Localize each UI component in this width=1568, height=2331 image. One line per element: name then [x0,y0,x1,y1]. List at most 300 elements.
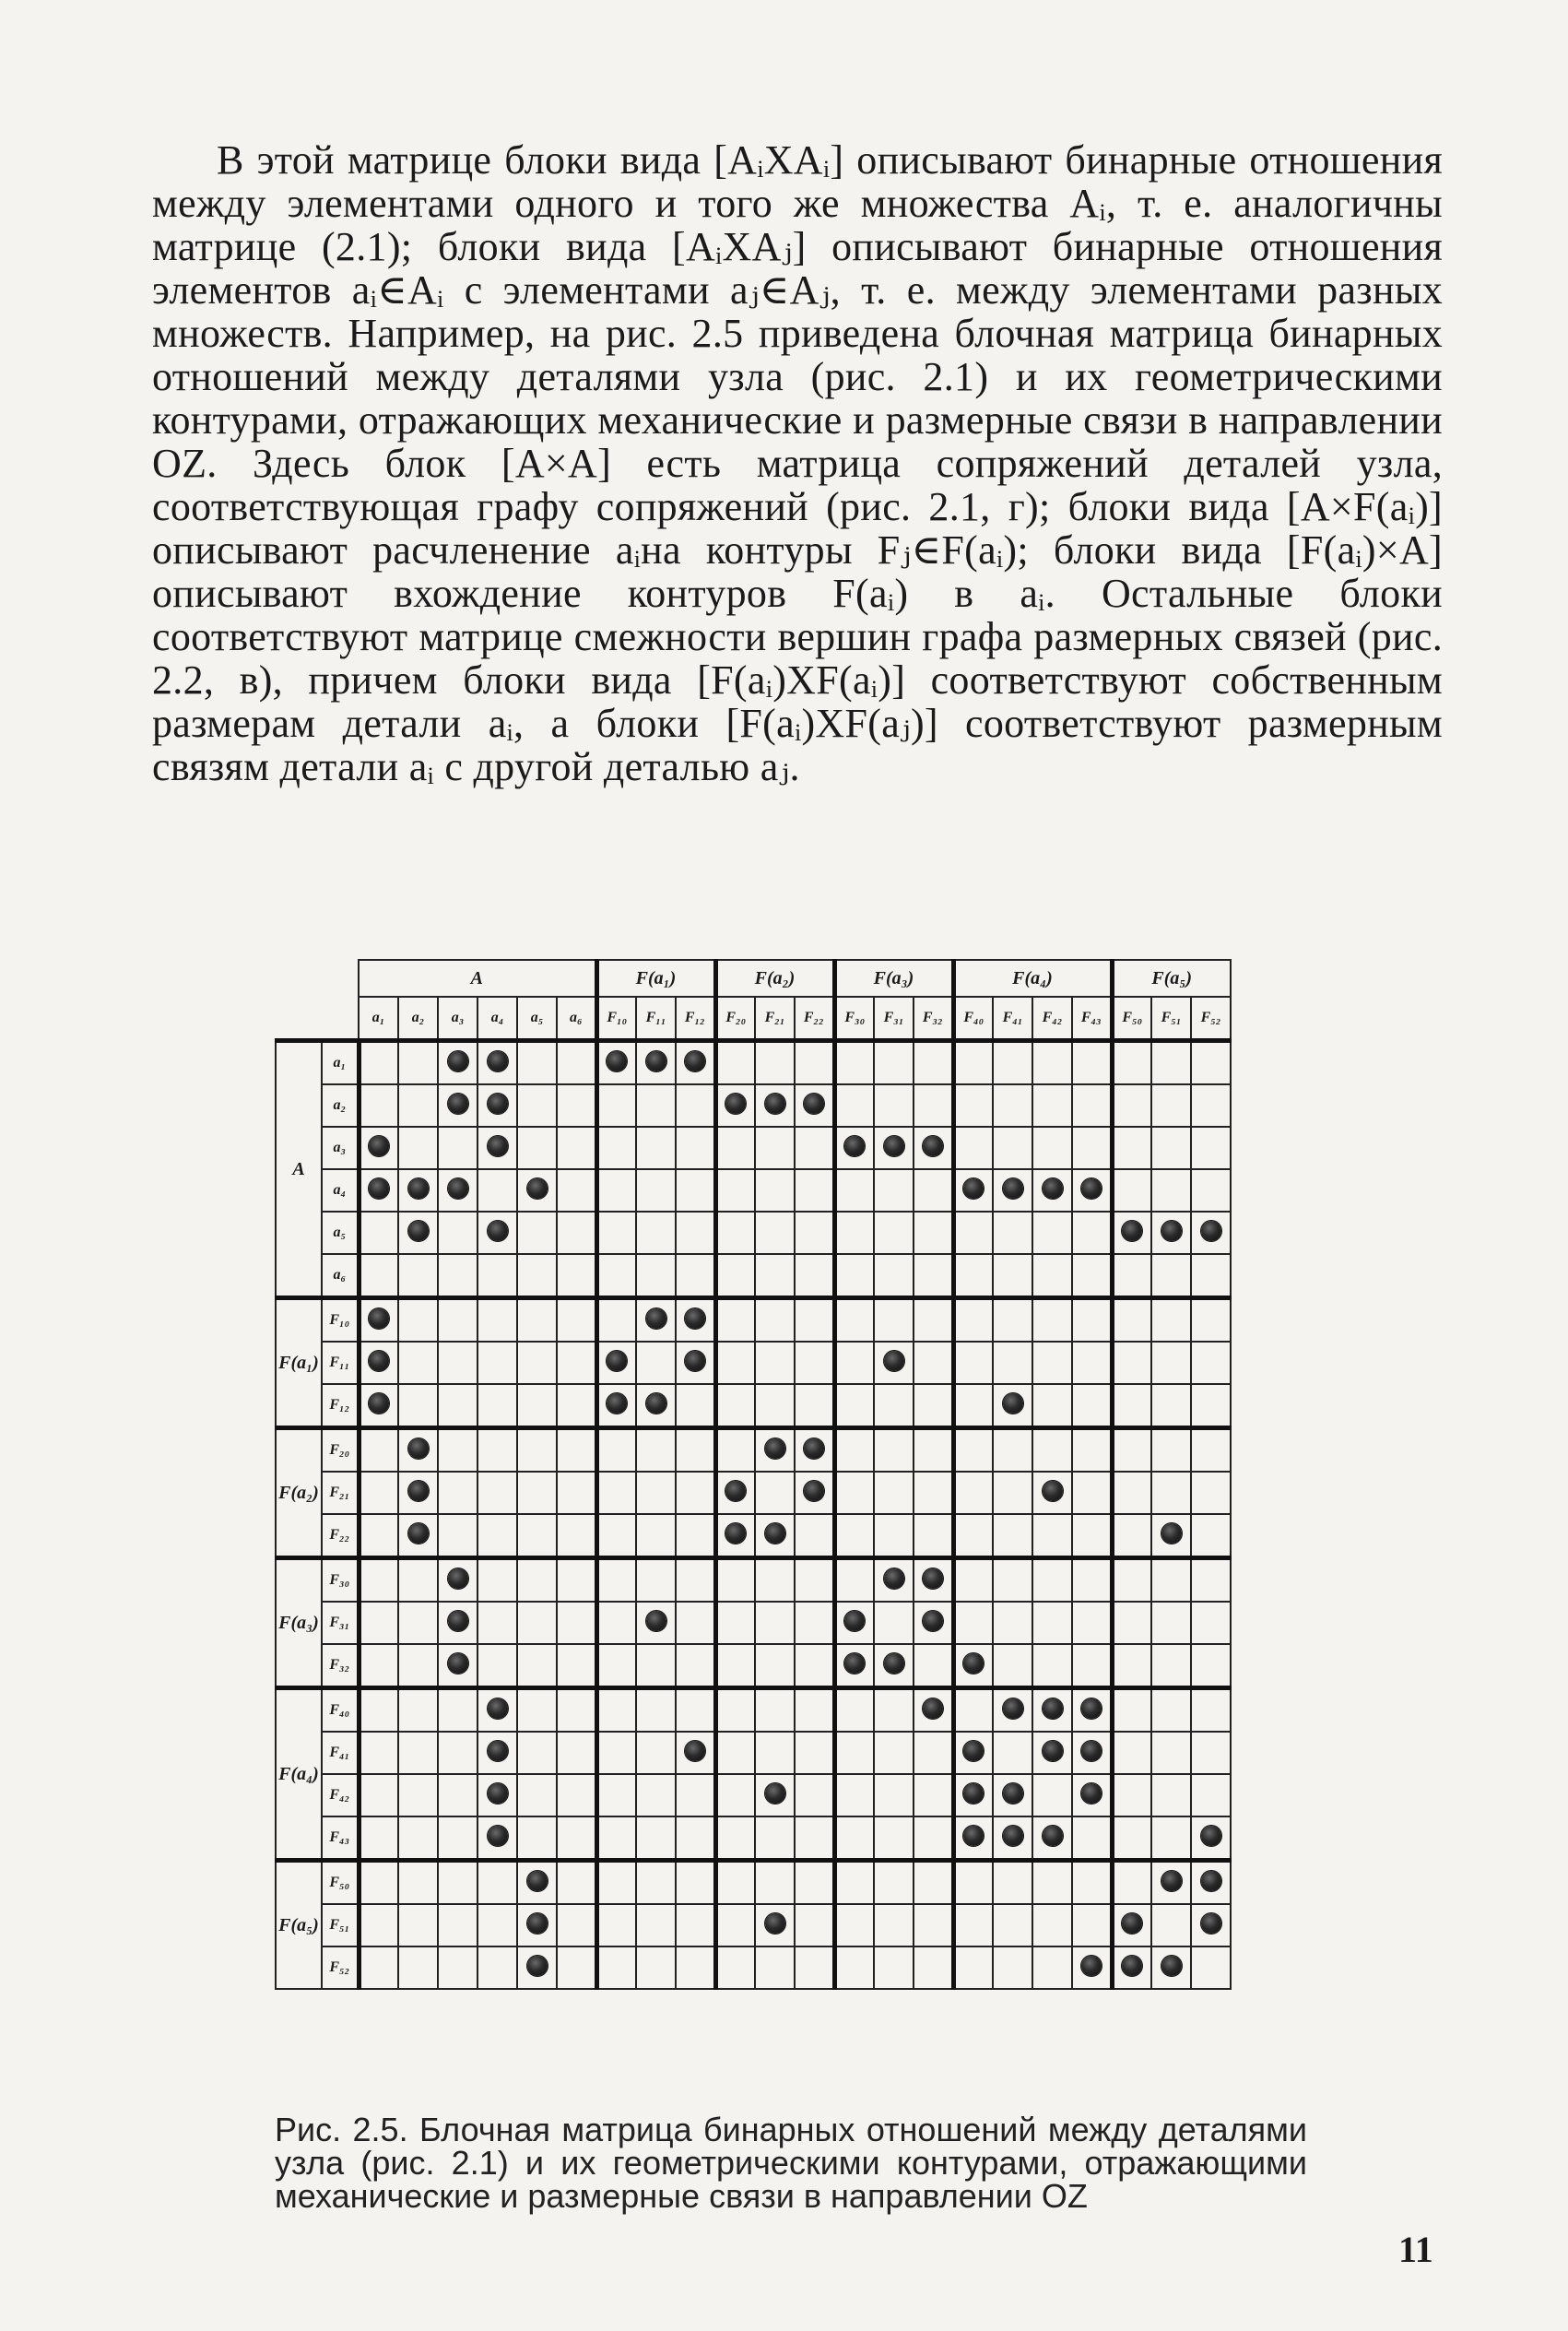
matrix-cell [834,1384,874,1428]
matrix-cell [359,1472,398,1514]
matrix-cell [438,1558,477,1603]
relation-dot-icon [488,1136,508,1156]
relation-dot-icon [369,1393,389,1414]
matrix-cell [953,1084,993,1127]
relation-dot-icon [765,1913,785,1934]
matrix-cell [795,1298,834,1343]
relation-dot-icon [448,1653,468,1674]
relation-dot-icon [488,1741,508,1761]
matrix-cell [676,1428,715,1473]
matrix-cell [359,1732,398,1774]
matrix-cell [874,1688,914,1733]
relation-dot-icon [1201,1221,1221,1241]
matrix-cell [438,1169,477,1212]
matrix-cell [1151,1558,1191,1603]
matrix-column-label: a₂ [398,997,438,1041]
matrix-cell [1151,1861,1191,1905]
matrix-cell [993,1861,1032,1905]
matrix-cell [676,1816,715,1861]
relation-dot-icon [1003,1783,1023,1804]
matrix-cell [755,1212,795,1254]
matrix-cell [755,1298,795,1343]
matrix-cell [517,1342,557,1384]
body-text [152,138,1443,788]
matrix-cell [914,1816,953,1861]
matrix-cell [1032,1904,1072,1946]
matrix-cell [1191,1732,1231,1774]
matrix-cell [834,1169,874,1212]
matrix-cell [755,1342,795,1384]
relation-dot-icon [884,1136,904,1156]
matrix-cell [953,1127,993,1169]
matrix-cell [477,1514,517,1558]
matrix-cell [1191,1342,1231,1384]
matrix-cell [359,1688,398,1733]
matrix-cell [874,1428,914,1473]
matrix-cell [715,1816,755,1861]
matrix-cell [557,1127,596,1169]
matrix-row [276,1428,1231,1473]
matrix-cell [993,1816,1032,1861]
matrix-row-group-label: F(a₂) [276,1428,322,1558]
relation-dot-icon [607,1051,627,1071]
matrix-cell [1151,1041,1191,1085]
matrix-cell [359,1904,398,1946]
matrix-cell [398,1861,438,1905]
matrix-cell [755,1384,795,1428]
matrix-cell [676,1861,715,1905]
matrix-cell [636,1084,676,1127]
matrix-cell [953,1732,993,1774]
matrix-cell [874,1127,914,1169]
relation-dot-icon [408,1523,429,1544]
matrix-cell [755,1428,795,1473]
matrix-cell [1032,1602,1072,1644]
relation-dot-icon [646,1308,666,1329]
matrix-cell [636,1342,676,1384]
matrix-cell [596,1558,636,1603]
matrix-cell [676,1946,715,1989]
relation-dot-icon [685,1051,705,1071]
matrix-cell [1151,1644,1191,1688]
matrix-cell [557,1946,596,1989]
matrix-cell [834,1861,874,1905]
relation-dot-icon [408,1481,429,1501]
matrix-row-label: F₄₀ [322,1688,359,1733]
matrix-cell [557,1169,596,1212]
page-number: 11 [1398,2229,1433,2270]
matrix-cell [1072,1212,1112,1254]
matrix-cell [795,1732,834,1774]
matrix-cell [596,1732,636,1774]
matrix-cell [398,1127,438,1169]
matrix-cell [1191,1861,1231,1905]
matrix-cell [993,1254,1032,1298]
matrix-cell [993,1732,1032,1774]
matrix-cell [636,1774,676,1816]
matrix-row-group-label: F(a₁) [276,1298,322,1428]
matrix-cell [914,1084,953,1127]
matrix-cell [914,1514,953,1558]
relation-dot-icon [1003,1178,1023,1199]
matrix-cell [517,1946,557,1989]
matrix-cell [953,1774,993,1816]
matrix-cell [795,1861,834,1905]
matrix-row [276,1861,1231,1905]
matrix-cell [795,1472,834,1514]
matrix-cell [517,1254,557,1298]
matrix-cell [438,1384,477,1428]
matrix-cell [438,1472,477,1514]
matrix-cell [517,1732,557,1774]
matrix-cell [398,1298,438,1343]
matrix-cell [715,1558,755,1603]
relation-dot-icon [1043,1826,1063,1846]
matrix-cell [676,1688,715,1733]
matrix-cell [953,1254,993,1298]
matrix-cell [1191,1169,1231,1212]
matrix-row [276,1732,1231,1774]
matrix-cell [596,1212,636,1254]
matrix-column-label: F₄₀ [953,997,993,1041]
matrix-row-group-label: F(a₅) [276,1861,322,1990]
binary-relation-matrix [275,959,1232,1990]
matrix-cell [1191,1514,1231,1558]
matrix-column-label: a₄ [477,997,517,1041]
relation-dot-icon [844,1136,865,1156]
relation-dot-icon [1081,1741,1102,1761]
matrix-row-group-label: F(a₃) [276,1558,322,1688]
matrix-column-label: a₃ [438,997,477,1041]
matrix-row-label: F₁₂ [322,1384,359,1428]
matrix-cell [636,1041,676,1085]
figure-caption [275,2113,1307,2213]
matrix-cell [359,1816,398,1861]
matrix-cell [557,1342,596,1384]
matrix-row [276,1514,1231,1558]
matrix-cell [557,1041,596,1085]
matrix-cell [596,1946,636,1989]
matrix-cell [676,1514,715,1558]
matrix-cell [993,1169,1032,1212]
matrix-cell [993,1041,1032,1085]
matrix-cell [1032,1169,1072,1212]
matrix-cell [557,1472,596,1514]
matrix-cell [557,1816,596,1861]
matrix-cell [398,1774,438,1816]
matrix-row-label: F₂₀ [322,1428,359,1473]
relation-dot-icon [488,1826,508,1846]
matrix-cell [517,1816,557,1861]
matrix-cell [993,1084,1032,1127]
matrix-cell [398,1644,438,1688]
matrix-cell [557,1298,596,1343]
matrix-cell [1072,1688,1112,1733]
matrix-cell [993,1384,1032,1428]
matrix-cell [676,1342,715,1384]
matrix-cell [557,1602,596,1644]
matrix-cell [1191,1428,1231,1473]
matrix-cell [1072,1084,1112,1127]
matrix-cell [795,1514,834,1558]
relation-dot-icon [1201,1826,1221,1846]
matrix-group-label: F(a₃) [834,960,953,997]
matrix-cell [517,1428,557,1473]
matrix-cell [636,1514,676,1558]
relation-dot-icon [923,1568,943,1589]
matrix-row-label: F₃₂ [322,1644,359,1688]
matrix-cell [1072,1428,1112,1473]
matrix-cell [1112,1169,1151,1212]
matrix-cell [596,1904,636,1946]
matrix-cell [398,1169,438,1212]
matrix-cell [676,1384,715,1428]
matrix-cell [438,1774,477,1816]
relation-dot-icon [488,1783,508,1804]
caption-text: Рис. 2.5. Блочная матрица бинарных отношений между деталями узла (рис. 2.1) и их геометрическими контурами, отражающими механические и размерные связи в направлении OZ [275,2111,1307,2215]
matrix-cell [557,1212,596,1254]
matrix-cell [359,1342,398,1384]
matrix-cell [715,1472,755,1514]
matrix-cell [1112,1428,1151,1473]
matrix-cell [874,1169,914,1212]
matrix-cell [795,1169,834,1212]
matrix-cell [715,1127,755,1169]
matrix-cell [1032,1558,1072,1603]
matrix-cell [834,1472,874,1514]
matrix-column-label: F₄₂ [1032,997,1072,1041]
matrix-cell [1072,1041,1112,1085]
matrix-cell [477,1558,517,1603]
relation-dot-icon [725,1523,746,1544]
matrix-cell [834,1688,874,1733]
matrix-cell [1151,1127,1191,1169]
matrix-cell [874,1514,914,1558]
matrix-cell [557,1644,596,1688]
matrix-cell [596,1514,636,1558]
matrix-row-label: F₅₁ [322,1904,359,1946]
matrix-cell [874,1084,914,1127]
matrix-cell [715,1861,755,1905]
relation-dot-icon [369,1178,389,1199]
matrix-cell [1032,1732,1072,1774]
matrix-cell [795,1084,834,1127]
matrix-cell [874,1298,914,1343]
matrix-row-label: F₃₀ [322,1558,359,1603]
matrix-cell [359,1169,398,1212]
relation-dot-icon [765,1783,785,1804]
matrix-cell [914,1428,953,1473]
matrix-cell [596,1169,636,1212]
matrix-cell [874,1384,914,1428]
matrix-cell [517,1688,557,1733]
matrix-cell [359,1212,398,1254]
relation-dot-icon [1122,1956,1142,1976]
matrix-cell [1112,1732,1151,1774]
matrix-corner [276,960,359,1041]
matrix-cell [398,1514,438,1558]
matrix-cell [1032,1816,1072,1861]
matrix-cell [1191,1644,1231,1688]
matrix-group-label: A [359,960,596,997]
matrix-cell [438,1904,477,1946]
matrix-cell [477,1644,517,1688]
matrix-cell [795,1644,834,1688]
matrix-cell [359,1041,398,1085]
relation-dot-icon [488,1094,508,1114]
matrix-cell [795,1602,834,1644]
matrix-cell [715,1254,755,1298]
matrix-row [276,1384,1231,1428]
relation-dot-icon [1081,1956,1102,1976]
matrix-row [276,1644,1231,1688]
matrix-cell [715,1946,755,1989]
matrix-cell [874,1602,914,1644]
relation-dot-icon [884,1351,904,1371]
matrix-cell [715,1688,755,1733]
matrix-cell [636,1732,676,1774]
matrix-row [276,1816,1231,1861]
matrix-cell [1032,1946,1072,1989]
matrix-cell [1191,1298,1231,1343]
matrix-cell [834,1558,874,1603]
matrix-cell [1072,1514,1112,1558]
relation-dot-icon [527,1956,548,1976]
matrix-cell [795,1342,834,1384]
relation-dot-icon [844,1611,865,1631]
matrix-cell [359,1428,398,1473]
matrix-cell [676,1254,715,1298]
matrix-cell [795,1688,834,1733]
relation-dot-icon [804,1094,824,1114]
matrix-cell [398,1602,438,1644]
matrix-cell [1032,1127,1072,1169]
matrix-cell [795,1127,834,1169]
matrix-cell [834,1298,874,1343]
matrix-cell [755,1514,795,1558]
matrix-cell [596,1127,636,1169]
matrix-cell [557,1558,596,1603]
matrix-cell [993,1472,1032,1514]
relation-dot-icon [408,1178,429,1199]
matrix-cell [477,1384,517,1428]
matrix-cell [1191,1254,1231,1298]
relation-dot-icon [1161,1956,1182,1976]
matrix-cell [636,1558,676,1603]
matrix-cell [834,1816,874,1861]
matrix-cell [715,1904,755,1946]
matrix-cell [477,1816,517,1861]
matrix-cell [1032,1298,1072,1343]
matrix-row [276,1904,1231,1946]
relation-dot-icon [1201,1913,1221,1934]
relation-dot-icon [1003,1698,1023,1719]
matrix-cell [1151,1774,1191,1816]
matrix-cell [795,1428,834,1473]
matrix-cell [715,1514,755,1558]
matrix-cell [993,1602,1032,1644]
matrix-cell [359,1774,398,1816]
matrix-cell [755,1084,795,1127]
matrix-cell [1151,1084,1191,1127]
matrix-cell [953,1041,993,1085]
matrix-cell [676,1169,715,1212]
relation-dot-icon [685,1741,705,1761]
matrix-cell [1151,1428,1191,1473]
matrix-cell [1072,1861,1112,1905]
matrix-cell [1112,1298,1151,1343]
matrix-cell [993,1127,1032,1169]
matrix-cell [438,1254,477,1298]
matrix-cell [636,1212,676,1254]
relation-dot-icon [765,1438,785,1459]
matrix-group-label: F(a₅) [1112,960,1231,997]
matrix-cell [517,1602,557,1644]
matrix-column-label: a₅ [517,997,557,1041]
matrix-cell [477,1602,517,1644]
matrix-row [276,1602,1231,1644]
matrix-cell [715,1342,755,1384]
relation-dot-icon [1161,1523,1182,1544]
relation-dot-icon [963,1653,984,1674]
matrix-cell [1191,1904,1231,1946]
relation-dot-icon [488,1698,508,1719]
matrix-cell [914,1254,953,1298]
matrix-cell [596,1298,636,1343]
matrix-cell [359,1602,398,1644]
matrix-cell [438,1861,477,1905]
matrix-row [276,1298,1231,1343]
matrix-cell [398,1212,438,1254]
matrix-cell [517,1212,557,1254]
relation-dot-icon [1161,1871,1182,1891]
matrix-cell [398,1816,438,1861]
matrix-cell [1112,1602,1151,1644]
matrix-cell [676,1904,715,1946]
relation-dot-icon [448,1094,468,1114]
matrix-cell [398,1342,438,1384]
matrix-cell [398,1254,438,1298]
matrix-cell [596,1428,636,1473]
matrix-cell [359,1254,398,1298]
matrix-cell [557,1254,596,1298]
matrix-column-label: F₂₂ [795,997,834,1041]
matrix-cell [636,1472,676,1514]
relation-dot-icon [1043,1481,1063,1501]
matrix-column-label: F₄₃ [1072,997,1112,1041]
matrix-cell [1151,1946,1191,1989]
matrix-column-label: F₅₂ [1191,997,1231,1041]
matrix-cell [914,1602,953,1644]
matrix-cell [1151,1732,1191,1774]
matrix-cell [636,1428,676,1473]
matrix-cell [636,1816,676,1861]
matrix-cell [676,1602,715,1644]
matrix-cell [596,1816,636,1861]
matrix-cell [834,1342,874,1384]
matrix-cell [1072,1472,1112,1514]
relation-dot-icon [725,1094,746,1114]
matrix-cell [1191,1472,1231,1514]
relation-dot-icon [1043,1178,1063,1199]
matrix-row [276,1127,1231,1169]
relation-dot-icon [963,1741,984,1761]
matrix-cell [1072,1342,1112,1384]
relation-dot-icon [527,1913,548,1934]
matrix-row-label: a₁ [322,1041,359,1085]
matrix-cell [755,1904,795,1946]
matrix-cell [834,1127,874,1169]
